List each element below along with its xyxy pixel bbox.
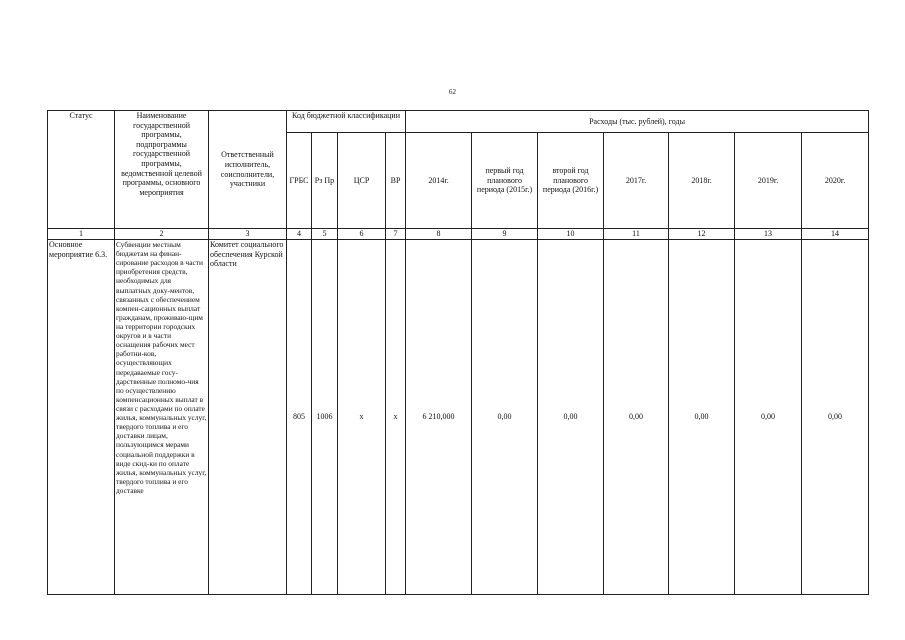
column-number: 10 <box>538 229 604 240</box>
row-grbs: 805 <box>287 240 312 595</box>
row-value-2016: 0,00 <box>538 240 604 595</box>
header-year-2015: первый год планового периода (2015г.) <box>472 133 538 229</box>
row-status: Основное мероприятие 6.3. <box>48 240 115 595</box>
column-number: 11 <box>604 229 669 240</box>
header-year-2020: 2020г. <box>802 133 869 229</box>
header-year-2017: 2017г. <box>604 133 669 229</box>
row-rzpr: 1006 <box>312 240 338 595</box>
row-csr: х <box>338 240 386 595</box>
row-value-2018: 0,00 <box>669 240 735 595</box>
column-number: 4 <box>287 229 312 240</box>
column-number: 7 <box>386 229 406 240</box>
column-number: 13 <box>735 229 802 240</box>
column-number: 12 <box>669 229 735 240</box>
table-row <box>48 240 869 595</box>
row-vr: х <box>386 240 406 595</box>
row-description: Субвенции местным бюджетам на финан-сирование расходов в части приобретения средств, необходимых для выплатных доку-ментов, связанных с обеспечением компен-сационных выплат гражданам, проживаю-щим на территории городских округов и в части оснащения рабочих мест работни-ков, осуществляющих передаваемые госу-дарственные полномо-чия по осуществлению компенсационных выплат в связи с расходами по оплате жилья, коммунальных услуг, твердого топлива и его доставки лицам, пользующимся мерами социальной поддержки в виде скид-ки по оплате жилья, коммунальных услуг, твердого топлива и его доставке <box>115 240 209 595</box>
row-value-2020: 0,00 <box>802 240 869 595</box>
column-number: 9 <box>472 229 538 240</box>
column-number: 6 <box>338 229 386 240</box>
header-year-2014: 2014г. <box>406 133 472 229</box>
header-year-2016: второй год планового периода (2016г.) <box>538 133 604 229</box>
header-budget-code: Код бюджетной классификации <box>287 111 406 133</box>
column-number: 2 <box>115 229 209 240</box>
row-responsible: Комитет социального обеспечения Курской области <box>209 240 287 595</box>
header-expenses: Расходы (тыс. рублей), годы <box>406 111 869 133</box>
header-vr: ВР <box>386 133 406 229</box>
page-number: 62 <box>449 88 456 96</box>
row-value-2017: 0,00 <box>604 240 669 595</box>
header-year-2018: 2018г. <box>669 133 735 229</box>
row-value-2019: 0,00 <box>735 240 802 595</box>
header-status: Статус <box>48 111 115 229</box>
budget-table <box>47 110 869 595</box>
header-responsible: Ответственный исполнитель, соисполнители, участники <box>209 111 287 229</box>
header-grbs: ГРБС <box>287 133 312 229</box>
row-value-2014: 6 210,000 <box>406 240 472 595</box>
column-number: 5 <box>312 229 338 240</box>
column-number: 1 <box>48 229 115 240</box>
column-number: 14 <box>802 229 869 240</box>
header-csr: ЦСР <box>338 133 386 229</box>
row-value-2015: 0,00 <box>472 240 538 595</box>
column-number: 3 <box>209 229 287 240</box>
header-rzpr: Рз Пр <box>312 133 338 229</box>
column-number: 8 <box>406 229 472 240</box>
header-year-2019: 2019г. <box>735 133 802 229</box>
header-program-name: Наименование государственной программы, подпрограммы государственной программы, ведомственной целевой программы, основного мероприятия <box>115 111 209 229</box>
column-number-row <box>48 229 869 240</box>
